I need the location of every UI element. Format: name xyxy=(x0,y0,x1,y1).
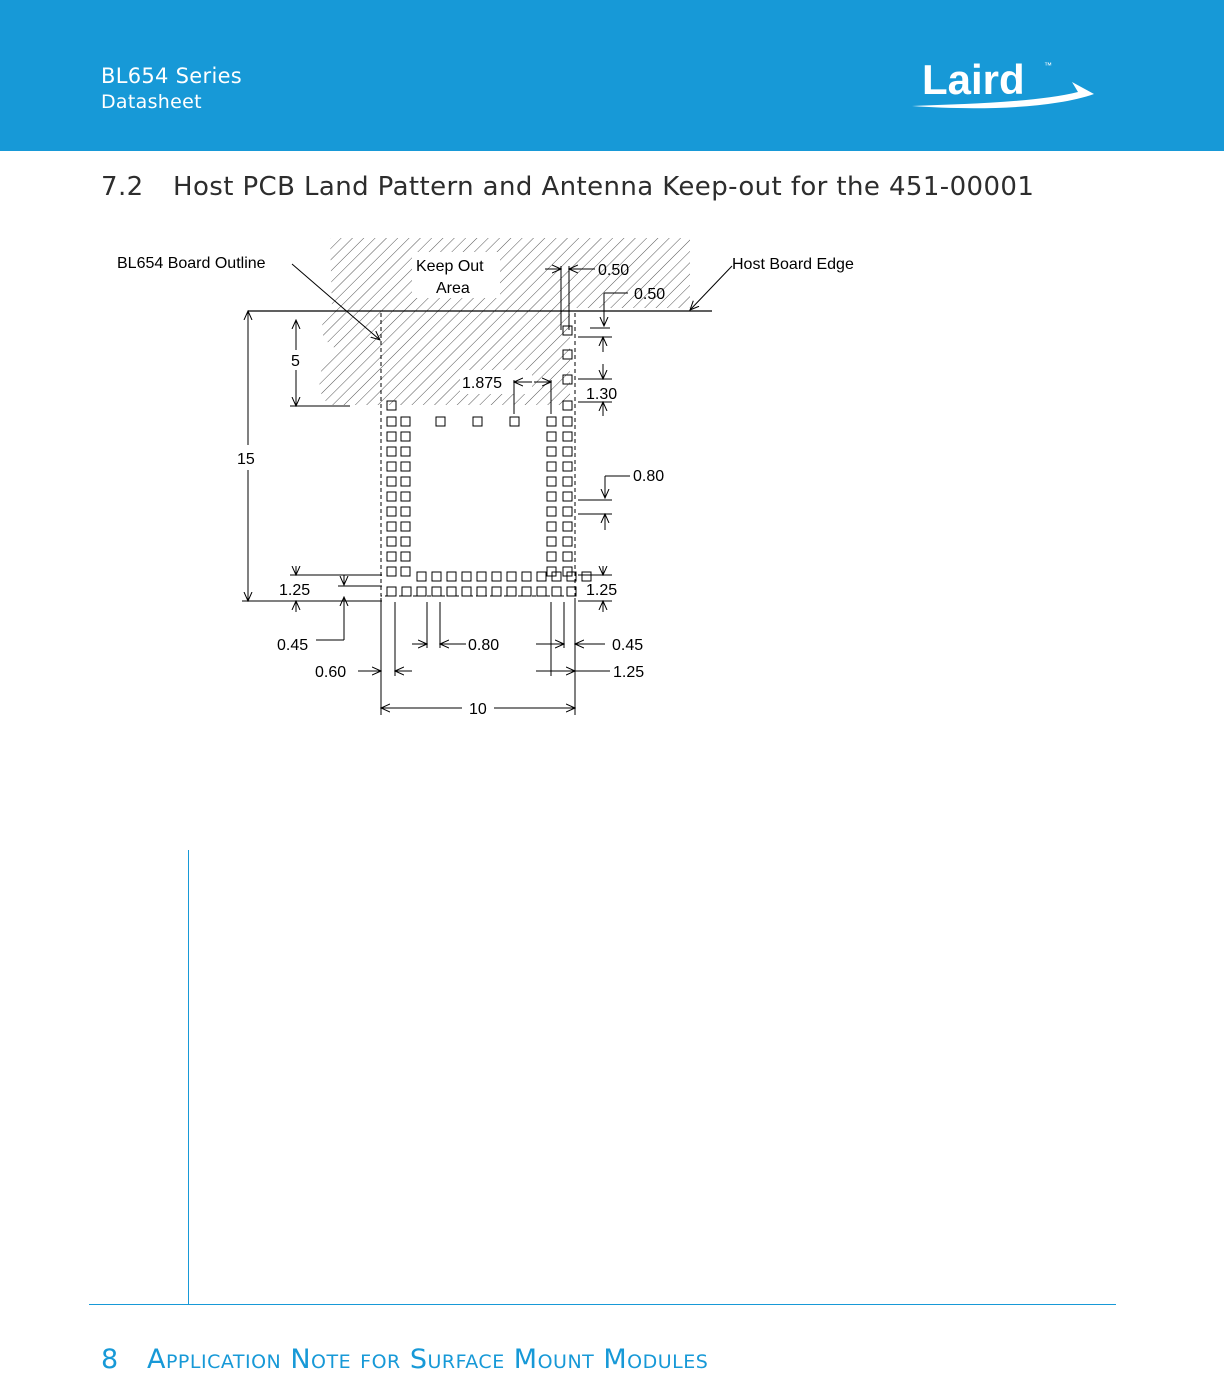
land-pad xyxy=(563,537,572,546)
logo-wordmark: Laird xyxy=(922,56,1025,103)
land-pad xyxy=(401,507,410,516)
land-pad xyxy=(417,572,426,581)
land-pad xyxy=(563,492,572,501)
land-pad xyxy=(547,537,556,546)
land-pad xyxy=(507,572,516,581)
section-title: Host PCB Land Pattern and Antenna Keep-out for the 451-00001 xyxy=(173,172,1035,202)
dim-bottom-left-offset: 1.25 xyxy=(279,582,311,599)
land-pad xyxy=(507,587,516,596)
dim-pad-size-right: 0.45 xyxy=(612,637,644,654)
document-type: Datasheet xyxy=(101,91,202,113)
label-keep-out-1: Keep Out xyxy=(416,258,484,275)
dim-right-margin: 1.25 xyxy=(613,664,645,681)
land-pad xyxy=(432,587,441,596)
land-pad xyxy=(537,572,546,581)
section-number: 7.2 xyxy=(101,172,144,202)
land-pad xyxy=(387,552,396,561)
land-pad xyxy=(401,477,410,486)
change-bar xyxy=(188,850,189,1305)
land-pad xyxy=(563,552,572,561)
chapter-heading xyxy=(101,1344,708,1375)
chapter-title: Application Note for Surface Mount Modules xyxy=(147,1344,709,1375)
chapter-number: 8 xyxy=(101,1344,119,1375)
land-pad xyxy=(492,587,501,596)
land-pad xyxy=(547,477,556,486)
land-pad xyxy=(387,492,396,501)
land-pad xyxy=(401,552,410,561)
land-pad xyxy=(402,587,411,596)
land-pad xyxy=(547,447,556,456)
laird-logo xyxy=(908,56,1100,116)
land-pad xyxy=(563,417,572,426)
label-board-outline: BL654 Board Outline xyxy=(117,255,266,272)
land-pad xyxy=(401,417,410,426)
land-pad xyxy=(563,462,572,471)
land-pad xyxy=(510,417,519,426)
dim-top-pad-offset: 0.50 xyxy=(598,262,630,279)
land-pad xyxy=(401,432,410,441)
land-pad xyxy=(387,477,396,486)
land-pad xyxy=(552,587,561,596)
land-pattern-drawing xyxy=(100,230,900,720)
dim-total-height: 15 xyxy=(237,451,255,468)
dim-right-spacing: 1.30 xyxy=(586,386,618,403)
land-pad xyxy=(436,417,445,426)
land-pad xyxy=(432,572,441,581)
land-pad xyxy=(477,572,486,581)
land-pad xyxy=(387,587,396,596)
land-pad xyxy=(492,572,501,581)
land-pad xyxy=(522,587,531,596)
land-pad xyxy=(563,477,572,486)
land-pad xyxy=(547,462,556,471)
land-pad xyxy=(387,462,396,471)
dim-pad-size-left: 0.45 xyxy=(277,637,309,654)
land-pad xyxy=(447,587,456,596)
land-pad xyxy=(387,537,396,546)
dim-total-width: 10 xyxy=(469,701,487,718)
land-pad xyxy=(547,552,556,561)
product-series: BL654 Series xyxy=(101,64,243,88)
dim-left-margin: 0.60 xyxy=(315,664,347,681)
land-pad xyxy=(537,587,546,596)
land-pad xyxy=(522,572,531,581)
land-pad xyxy=(462,587,471,596)
land-pad xyxy=(401,522,410,531)
land-pad xyxy=(401,462,410,471)
dim-pad-spacing-top: 1.875 xyxy=(462,375,503,392)
dim-keepout-height: 5 xyxy=(291,353,300,370)
land-pad xyxy=(447,572,456,581)
dim-edge-offset: 0.50 xyxy=(634,286,666,303)
label-host-board-edge: Host Board Edge xyxy=(732,256,854,273)
land-pad xyxy=(563,507,572,516)
section-divider xyxy=(89,1304,1116,1305)
land-pad xyxy=(387,417,396,426)
land-pad xyxy=(387,522,396,531)
land-pad xyxy=(387,432,396,441)
dim-bottom-right-offset: 1.25 xyxy=(586,582,618,599)
dim-pitch-right: 0.80 xyxy=(633,468,665,485)
land-pad xyxy=(582,572,591,581)
land-pad xyxy=(387,567,396,576)
land-pad xyxy=(387,447,396,456)
land-pad xyxy=(563,447,572,456)
land-pad xyxy=(417,587,426,596)
land-pad xyxy=(462,572,471,581)
label-keep-out-2: Area xyxy=(436,280,470,297)
land-pad xyxy=(473,417,482,426)
land-pad xyxy=(563,522,572,531)
dim-pitch-bottom: 0.80 xyxy=(468,637,500,654)
land-pad xyxy=(401,447,410,456)
page-header xyxy=(0,0,1224,151)
land-pad xyxy=(563,432,572,441)
land-pad xyxy=(547,417,556,426)
section-heading xyxy=(101,172,1034,202)
land-pad xyxy=(387,507,396,516)
land-pad xyxy=(547,432,556,441)
land-pad xyxy=(547,507,556,516)
land-pad xyxy=(477,587,486,596)
land-pad xyxy=(401,492,410,501)
land-pad xyxy=(401,537,410,546)
land-pad xyxy=(547,522,556,531)
land-pad xyxy=(401,567,410,576)
logo-trademark: ™ xyxy=(1044,61,1052,70)
land-pad xyxy=(547,492,556,501)
